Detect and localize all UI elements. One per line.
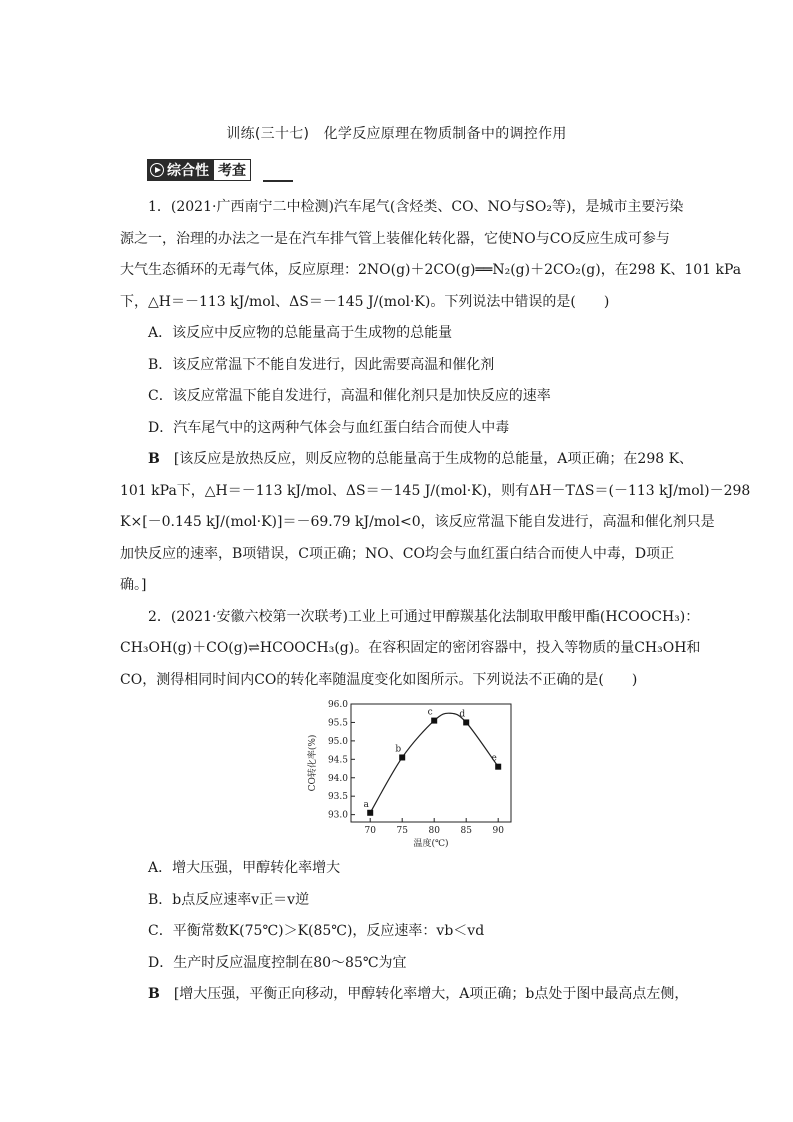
x-tick-label: 70 (364, 826, 376, 836)
q2-option-a: A．增大压强，甲醇转化率增大 (148, 860, 341, 876)
q1-explanation-line: 确。] (120, 577, 147, 593)
section-rule (263, 180, 293, 182)
y-tick-label: 94.0 (327, 773, 348, 784)
conversion-curve (370, 713, 498, 813)
q1-explanation-line: 加快反应的速率，B项错误，C项正确；NO、CO均会与血红蛋白结合而使人中毒，D项正 (120, 545, 675, 562)
y-tick-label: 93.0 (327, 810, 348, 821)
point-label-b: b (395, 744, 402, 755)
question-2-options (120, 853, 689, 1011)
question-1 (120, 192, 751, 696)
section-header (147, 159, 251, 181)
q1-option-d: D．汽车尾气中的这两种气体会与血红蛋白结合而使人中毒 (148, 419, 510, 436)
x-tick-label: 75 (396, 826, 408, 836)
q2-explanation-text: [增大压强，平衡正向移动，甲醇转化率增大，A项正确；b点处于图中最高点左侧， (173, 986, 689, 1002)
q1-stem-line: 源之一，治理的办法之一是在汽车排气管上装催化转化器，它使NO与CO反应生成可参与 (120, 230, 670, 247)
y-tick-label: 95.0 (327, 736, 348, 747)
x-tick-label: 85 (460, 826, 472, 836)
play-icon (150, 163, 164, 177)
y-tick-label: 96.0 (327, 700, 348, 710)
page-title: 训练(三十七) 化学反应原理在物质制备中的调控作用 (226, 126, 567, 142)
section-label-light: 考查 (214, 159, 251, 181)
q2-stem-line: CO，测得相同时间内CO的转化率随温度变化如图所示。下列说法不正确的是( ) (120, 671, 638, 688)
q2-option-d: D．生产时反应温度控制在80～85℃为宜 (148, 954, 407, 971)
y-tick-label: 93.5 (327, 792, 348, 803)
data-point-b (399, 754, 405, 760)
y-axis-label: CO转化率(%) (308, 734, 318, 792)
point-label-e: e (491, 753, 497, 764)
q2-option-c: C．平衡常数K(75℃)＞K(85℃)，反应速率：vb＜vd (148, 923, 485, 939)
data-point-a (367, 810, 373, 816)
x-axis-label: 温度(℃) (413, 839, 449, 849)
q1-answer: B (148, 451, 160, 467)
data-point-d (463, 719, 469, 725)
q1-stem-line: 大气生态循环的无毒气体，反应原理：2NO(g)＋2CO(g)══N₂(g)＋2CO₂(g)，在298 K、101 kPa (120, 262, 742, 278)
y-tick-label: 95.5 (327, 718, 348, 729)
data-point-e (495, 764, 501, 770)
x-tick-label: 90 (492, 826, 504, 836)
q1-explanation-text: [该反应是放热反应，则反应物的总能量高于生成物的总能量，A项正确；在298 K、 (173, 451, 694, 467)
q2-option-b: B．b点反应速率v正＝v逆 (148, 891, 310, 908)
point-label-a: a (363, 799, 369, 810)
point-label-d: d (459, 709, 466, 720)
q2-explanation-line (120, 979, 689, 1011)
q1-option-c: C．该反应常温下能自发进行，高温和催化剂只是加快反应的速率 (148, 388, 551, 404)
q1-option-a: A．该反应中反应物的总能量高于生成物的总能量 (148, 325, 453, 341)
q1-explanation-line: 101 kPa下，△H＝－113 kJ/mol、ΔS＝－145 J/(mol·K)，则有ΔH－TΔS＝(－113 kJ/mol)－298 (120, 482, 751, 499)
q2-answer: B (148, 986, 160, 1002)
q1-explanation-line (120, 444, 694, 476)
section-header-dark (147, 159, 214, 181)
q2-stem-line: 2．(2021·安徽六校第一次联考)工业上可通过甲醇羰基化法制取甲酸甲酯(HCOOCH₃)： (148, 608, 700, 625)
data-point-c (431, 718, 437, 724)
q2-stem-line: CH₃OH(g)＋CO(g)⇌HCOOCH₃(g)。在容积固定的密闭容器中，投入等物质的量CH₃OH和 (120, 640, 701, 656)
q1-explanation-line: K×[－0.145 kJ/(mol·K)]＝－69.79 kJ/mol<0，该反应常温下能自发进行，高温和催化剂只是 (120, 514, 715, 530)
point-label-c: c (427, 707, 433, 718)
x-tick-label: 80 (428, 826, 440, 836)
q1-stem-line: 1．(2021·广西南宁二中检测)汽车尾气(含烃类、CO、NO与SO₂等)，是城市主要污染 (148, 199, 684, 215)
q1-stem-line: 下，△H＝－113 kJ/mol、ΔS＝－145 J/(mol·K)。下列说法中错误的是( ) (120, 293, 610, 310)
y-tick-label: 94.5 (327, 755, 348, 766)
section-label-dark: 综合性 (167, 163, 209, 179)
q1-option-b: B．该反应常温下不能自发进行，因此需要高温和催化剂 (148, 356, 495, 373)
co-conversion-chart (305, 698, 515, 848)
